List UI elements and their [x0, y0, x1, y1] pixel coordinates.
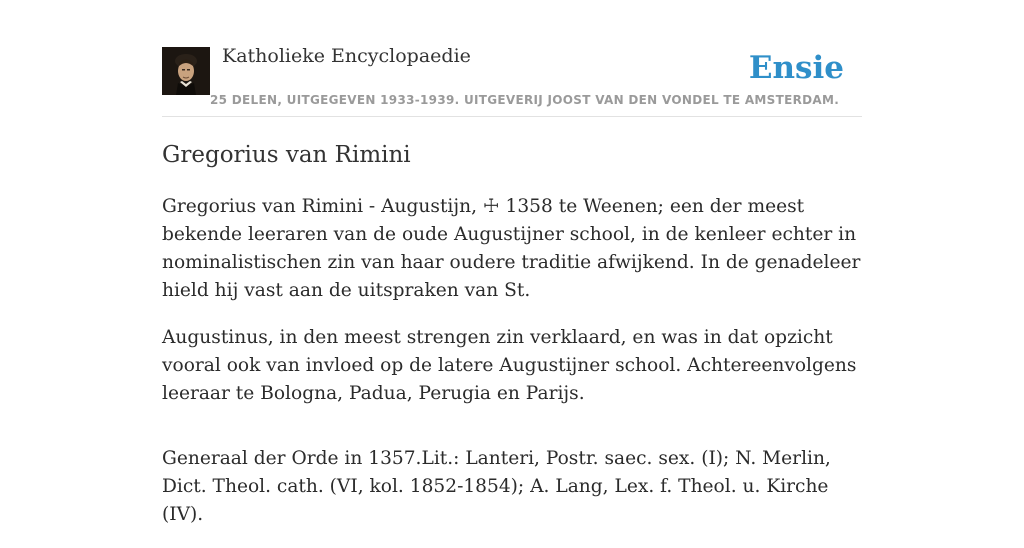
source-title[interactable]: Katholieke Encyclopaedie: [222, 45, 471, 67]
article-paragraph: Generaal der Orde in 1357.Lit.: Lanteri, Postr. saec. sex. (I); N. Merlin, Dict. Theol. cath. (VI, kol. 1852-1854); A. Lang, Lex. f. Theol. u. Kirche (IV).: [162, 448, 831, 525]
portrait-avatar-icon: [162, 47, 210, 95]
article: [162, 139, 866, 548]
source-subtitle: 25 DELEN, UITGEGEVEN 1933-1939. UITGEVERIJ JOOST VAN DEN VONDEL TE AMSTERDAM.: [210, 93, 840, 107]
article-title: Gregorius van Rimini: [162, 142, 411, 168]
brand-logo[interactable]: Ensie: [748, 50, 844, 86]
article-paragraph: Augustinus, in den meest strengen zin verklaard, en was in dat opzicht vooral ook van invloed op de latere Augustijner school. Achtereenvolgens leeraar te Bologna, Padua, Perugia en Parijs.: [162, 327, 857, 404]
source-header: [162, 44, 862, 117]
source-avatar[interactable]: [162, 47, 210, 95]
article-paragraph: Gregorius van Rimini - Augustijn, ☩ 1358 te Weenen; een der meest bekende leeraren van de oude Augustijner school, in de kenleer echter in nominalistischen zin van haar oudere traditie afwijkend. In de genadeleer hield hij vast aan de uitspraken van St.: [162, 196, 861, 301]
